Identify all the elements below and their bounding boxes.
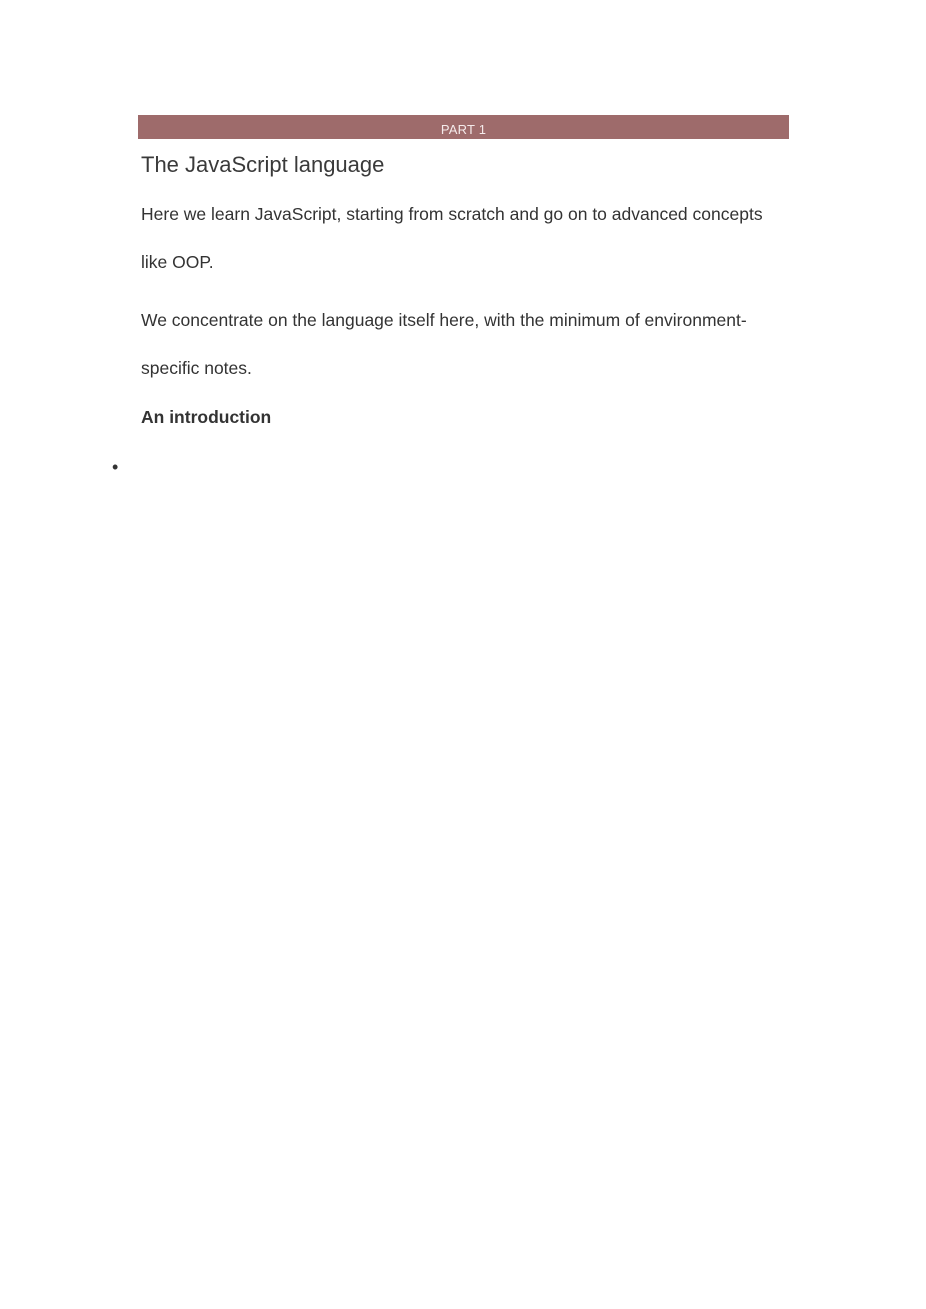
scope-paragraph: We concentrate on the language itself here, with the minimum of environment-specific notes. bbox=[141, 310, 747, 378]
intro-paragraph: Here we learn JavaScript, starting from scratch and go on to advanced concepts like OOP. bbox=[141, 204, 763, 272]
list-bullet-icon: • bbox=[112, 457, 119, 477]
part-banner bbox=[138, 115, 789, 139]
section-heading: An introduction bbox=[141, 407, 272, 427]
part-label: PART 1 bbox=[440, 122, 487, 137]
chapter-title: The JavaScript language bbox=[141, 152, 385, 177]
